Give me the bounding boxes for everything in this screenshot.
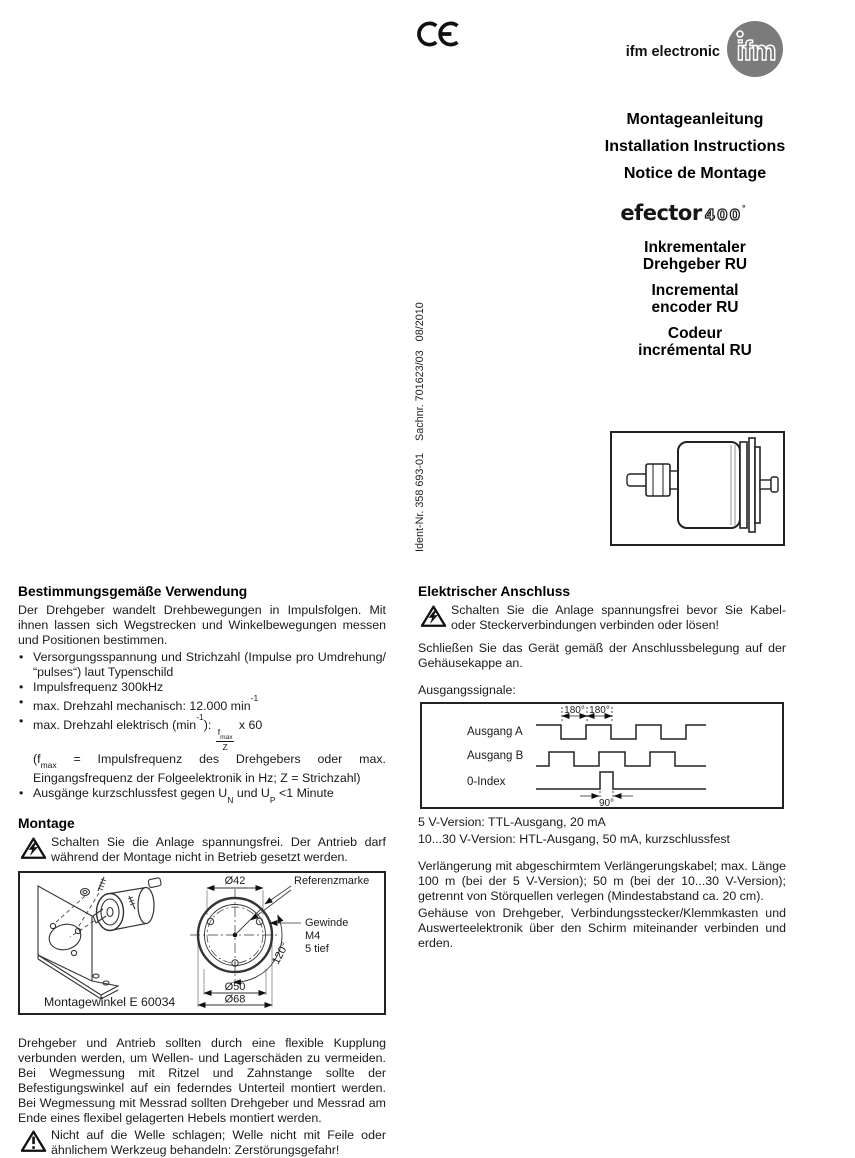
signal-waveforms: [422, 704, 782, 807]
intended-use-intro: Der Drehgeber wandelt Drehbewegungen in Impulsfolgen. Mit ihnen lassen sich Wegstrecken und Winkelbewegungen messen und Positionen bestimmen.: [18, 603, 386, 647]
electrical-hazard-icon: [420, 604, 447, 628]
title-de: Montageanleitung: [626, 111, 764, 128]
bracket-iso-view: [38, 877, 161, 999]
connect-text: Schließen Sie das Gerät gemäß der Anschlussbelegung auf der Gehäusekappe an.: [418, 641, 786, 670]
dim-d68-label: Ø68: [224, 993, 246, 1006]
version-5v-text: 5 V-Version: TTL-Ausgang, 20 mA: [418, 815, 606, 829]
dim-180-left-label: 180°: [564, 705, 585, 716]
montage-warning: Schalten Sie die Anlage spannungsfrei. Der Antrieb darf während der Montage nicht in Betrieb gesetzt werden.: [18, 835, 386, 865]
product-name-de: Inkrementaler Drehgeber RU: [642, 239, 748, 273]
intended-use-heading: Bestimmungsgemäße Verwendung: [18, 584, 248, 599]
brand-text: ifm electronic: [625, 44, 720, 60]
ifm-logo-text: ifm: [736, 35, 776, 66]
mounting-drawing: [20, 873, 384, 1013]
list-item: • Impulsfrequenz 300kHz: [19, 680, 164, 694]
channel-b-label: Ausgang B: [467, 750, 524, 762]
efector-logo-series: 400: [704, 206, 743, 224]
encoder-drawing: [612, 433, 783, 544]
extension-text: Verlängerung mit abgeschirmtem Verlängerungskabel; max. Länge 100 m (bei der 5 V-Version); 50 m (bei der 10...30 V-Version); getrennt von Störquellen verlegen (Mindestabstand ca. 20 cm).: [418, 859, 786, 903]
list-item: • Ausgänge kurzschlussfest gegen $U_N$ und $U_P <1$ Minute: [19, 786, 334, 805]
formula-note: ($f_{max}$ = Impulsfrequenz des Drehgebers oder max. Eingangsfrequenz der Folgeelektronik in Hz; Z = Strichzahl): [33, 751, 386, 786]
shaft-warning: Nicht auf die Welle schlagen; Welle nicht mit Feile oder ähnlichem Werkzeug behandeln: Zerstörungsgefahr!: [18, 1128, 386, 1158]
efector-logo-degree: °: [742, 203, 746, 213]
waveform-b: [536, 752, 706, 766]
dim-d50-label: Ø50: [224, 980, 246, 993]
list-item: • max. Drehzahl elektrisch $(\min^{-1})$: $\frac{f_{max}}{Z}$ x 60 ($f_{max}$ = Impulsfrequenz des Drehgebers oder max. Eingangsfrequenz der Folgeelektronik in Hz; Z = Strichzahl): [19, 712, 386, 786]
version-10-30v-text: 10...30 V-Version: HTL-Ausgang, 50 mA, kurzschlussfest: [418, 832, 730, 846]
figure-caption: Montagewinkel E 60034: [44, 994, 176, 1009]
left-column: [18, 584, 386, 1158]
ident-number-note: Ident-Nr. 358 693-01 Sachnr. 701623/03 08/2010: [414, 302, 426, 552]
title-fr: Notice de Montage: [623, 165, 767, 182]
encoder-product-image: [610, 431, 785, 546]
formula-fraction: $\frac{f_{max}}{Z}$: [217, 727, 233, 753]
list-item: • max. Drehzahl mechanisch: 12.000 $\min^{-1}$: [19, 693, 259, 714]
dim-120-label: 120°: [270, 940, 292, 967]
list-item: • Versorgungsspannung und Strichzahl (Impulse pro Umdrehung/ “pulses“) laut Typenschild: [19, 650, 386, 679]
exclamation-warning-icon: [20, 1129, 47, 1153]
signals-label: Ausgangssignale:: [418, 683, 516, 697]
electrical-warning: Schalten Sie die Anlage spannungsfrei bevor Sie Kabel- oder Steckerverbindungen verbinden oder lösen!: [418, 603, 786, 633]
waveform-index: [536, 772, 706, 789]
dim-180-right-label: 180°: [589, 705, 610, 716]
dim-90-label: 90°: [598, 798, 615, 809]
efector-logo: [523, 201, 843, 225]
title-en: Installation Instructions: [604, 138, 786, 155]
ce-mark-icon: [418, 20, 462, 48]
right-column: [418, 584, 786, 953]
output-signal-diagram: [420, 702, 784, 809]
product-names: [535, 240, 855, 369]
document-titles: [535, 106, 855, 187]
product-name-en: Incremental encoder RU: [651, 282, 739, 316]
mounting-figure: [18, 871, 386, 1015]
reference-mark-label: Referenzmarke: [294, 874, 370, 887]
face-view-labels: [225, 875, 370, 1006]
coupling-text: Drehgeber und Antrieb sollten durch eine flexible Kupplung verbunden werden, um Wellen- und Lagerschäden zu vermeiden. Bei Wegmessung mit Ritzel und Zahnstange sollte der Befestigungswinkel auf ein federndes Unterteil montiert werden. Bei Wegmessung mit Messrad sollten Drehgeber und Messrad am Ende eines flexibel gelagerten Hebels montiert werden.: [18, 1035, 386, 1125]
ifm-logo-icon: [726, 20, 784, 78]
grounding-text: Gehäuse von Drehgeber, Verbindungsstecker/Klemmkasten und Auswerteelektronik über den Schirm miteinander verbinden und erden.: [418, 906, 786, 950]
channel-index-label: 0-Index: [467, 776, 506, 788]
thread-label-3: 5 tief: [305, 942, 329, 955]
channel-a-label: Ausgang A: [467, 726, 523, 738]
efector-logo-name: efector: [620, 201, 702, 225]
thread-label-2: M4: [305, 929, 321, 942]
thread-label-1: Gewinde: [305, 916, 349, 929]
dim-d42-label: Ø42: [224, 874, 246, 887]
waveform-a: [536, 725, 706, 739]
product-name-fr: Codeur incrémental RU: [638, 325, 752, 359]
electrical-heading: Elektrischer Anschluss: [418, 584, 571, 599]
montage-heading: Montage: [18, 815, 75, 831]
electrical-hazard-icon: [20, 836, 47, 860]
